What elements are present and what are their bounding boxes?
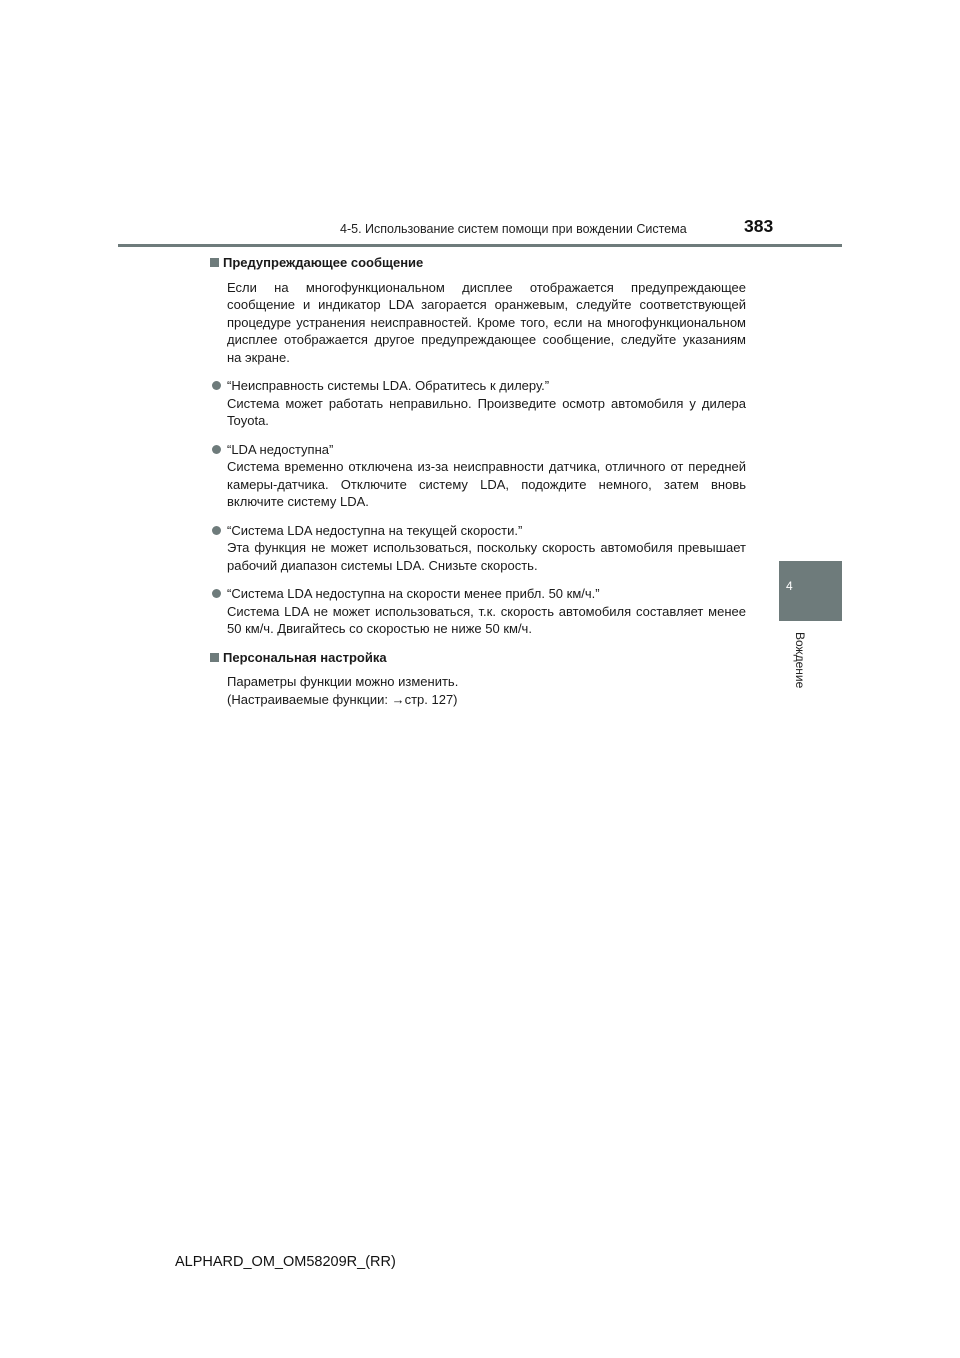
- round-bullet-icon: [212, 589, 221, 598]
- document-code: ALPHARD_OM_OM58209R_(RR): [175, 1254, 396, 1270]
- page-reference-link[interactable]: стр. 127): [404, 691, 458, 707]
- settings-text: Параметры функции можно изменить.: [227, 674, 459, 689]
- list-item: [227, 441, 746, 511]
- square-bullet-icon: [210, 258, 219, 267]
- section-heading-text: Персональная настройка: [223, 649, 387, 665]
- list-item-text: Система может работать неправильно. Произведите осмотр автомобиля у дилера Toyota.: [227, 395, 746, 428]
- header-divider: [118, 244, 842, 247]
- list-item: [227, 585, 746, 638]
- square-bullet-icon: [210, 653, 219, 662]
- section-heading-warning: [208, 254, 746, 272]
- round-bullet-icon: [212, 526, 221, 535]
- chapter-number: 4: [786, 579, 793, 593]
- round-bullet-icon: [212, 445, 221, 454]
- list-item-title: “Система LDA недоступна на скорости менее прибл. 50 км/ч.”: [227, 586, 600, 601]
- round-bullet-icon: [212, 381, 221, 390]
- running-header-title: 4-5. Использование систем помощи при вождении Система: [340, 222, 687, 236]
- list-item-text: Система временно отключена из-за неисправности датчика, отличного от передней камеры-датчика. Отключите систему LDA, подождите немного, затем вновь включите систему LDA.: [227, 459, 746, 509]
- list-item-title: “LDA недоступна”: [227, 441, 334, 457]
- list-item-text: Система LDA не может использоваться, т.к. скорость автомобиля составляет менее 50 км/ч. Двигайтесь со скоростью не ниже 50 км/ч.: [227, 603, 746, 636]
- section-paragraph: [227, 673, 746, 708]
- reference-prefix: (Настраиваемые функции:: [227, 691, 392, 707]
- list-item: [227, 377, 746, 430]
- list-item-text: Эта функция не может использоваться, поскольку скорость автомобиля превышает рабочий диапазон системы LDA. Снизьте скорость.: [227, 540, 746, 573]
- section-paragraph: Если на многофункциональном дисплее отображается предупреждающее сообщение и индикатор LDA загорается оранжевым, следуйте соответствующей процедуре устранения неисправностей. Кроме того, если на многофункциональном дисплее отображается другое предупреждающее сообщение, следуйте указаниям на экране.: [227, 279, 746, 365]
- list-item-title: “Неисправность системы LDA. Обратитесь к дилеру.”: [227, 378, 550, 393]
- arrow-right-icon: →: [391, 691, 405, 707]
- list-item-title: “Система LDA недоступна на текущей скорости.”: [227, 522, 523, 538]
- page-reference: [227, 691, 746, 709]
- chapter-label: Вождение: [793, 632, 807, 689]
- list-item: [227, 522, 746, 575]
- page-number: 383: [744, 216, 774, 236]
- section-heading-personal-settings: [208, 649, 746, 667]
- page-content: [208, 254, 746, 708]
- section-heading-text: Предупреждающее сообщение: [223, 255, 424, 270]
